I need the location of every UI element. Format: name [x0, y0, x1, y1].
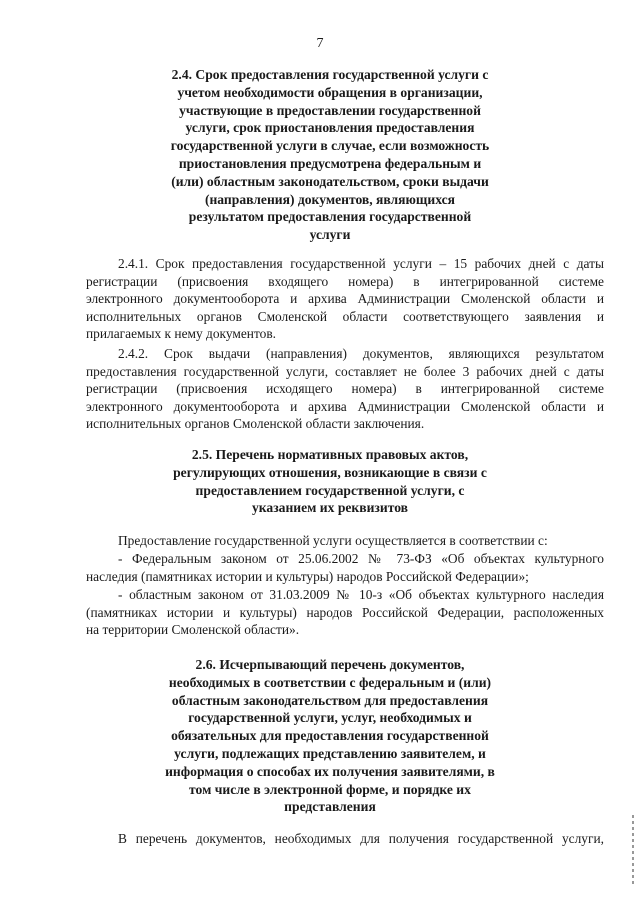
- text-line: - областным законом от 31.03.2009 № 10-з «Об объектах культурного наследия: [118, 587, 604, 602]
- text-line: 2.4.1. Срок предоставления государственной услуги – 15 рабочих дней с даты: [118, 256, 604, 271]
- section-2-4-heading: [140, 66, 520, 244]
- text-line: исполнительных органов Смоленской области заключения.: [86, 416, 425, 432]
- heading-line: участвующие в предоставлении государственной: [179, 102, 481, 118]
- heading-line: областным законодательством для предоставления: [171, 692, 489, 708]
- heading-line: том числе в электронной форме, и порядке их: [189, 781, 471, 797]
- heading-line: 2.5. Перечень нормативных правовых актов,: [191, 447, 469, 462]
- text-line: В перечень документов, необходимых для получения государственной услуги,: [118, 831, 604, 846]
- text-line: предоставления государственной услуги, составляет не более 3 рабочих дней с даты: [86, 363, 604, 379]
- heading-line: 2.6. Исчерпывающий перечень документов,: [195, 657, 465, 672]
- heading-line: приостановления предусмотрена федеральным и: [178, 155, 482, 171]
- text-line: - Федеральным законом от 25.06.2002 № 73-ФЗ «Об объектах культурного: [118, 551, 604, 566]
- text-line: прилагаемых к нему документов.: [86, 326, 276, 342]
- heading-line: государственной услуги, услуг, необходимых и: [188, 710, 472, 726]
- heading-line: регулирующих отношения, возникающие в связи с: [173, 464, 487, 480]
- heading-line: информация о способах их получения заявителями, в: [165, 763, 495, 779]
- heading-line: услуги, подлежащих представлению заявителем, и: [174, 745, 486, 761]
- page-number: 7: [316, 36, 324, 51]
- heading-line: необходимых в соответствии с федеральным и (или): [168, 674, 492, 690]
- heading-line: 2.4. Срок предоставления государственной услуги с: [171, 67, 489, 82]
- heading-line: предоставлением государственной услуги, с: [195, 482, 465, 498]
- paragraph-2-5-intro: [86, 532, 604, 550]
- heading-line: (направления) документов, являющихся: [204, 191, 456, 207]
- text-line: регистрации (присвоения исходящего номера) в интегрированной системе: [86, 381, 604, 397]
- paragraph-2-5-item-2: [86, 586, 604, 639]
- paragraph-2-6-1: [86, 830, 604, 848]
- section-2-6-heading: [140, 656, 520, 816]
- text-line: исполнительных органов Смоленской области соответствующего заявления и: [86, 308, 604, 324]
- text-line: наследия (памятниках истории и культуры) народов Российской Федерации»;: [86, 568, 529, 584]
- text-line: на территории Смоленской области».: [86, 622, 300, 638]
- heading-line: услуги: [309, 227, 351, 243]
- heading-line: (или) областным законодательством, сроки выдачи: [171, 173, 489, 189]
- paragraph-2-5-item-1: [86, 550, 604, 585]
- text-line: (памятниках истории и культуры) народов Российской Федерации, расположенных: [86, 604, 604, 620]
- paragraph-2-4-2: [86, 345, 604, 433]
- heading-line: государственной услуги в случае, если возможность: [170, 138, 490, 154]
- scan-edge-mark: [632, 815, 634, 885]
- text-line: регистрации (присвоения входящего номера) в интегрированной системе: [86, 273, 604, 289]
- section-2-5-heading: [140, 446, 520, 517]
- heading-line: учетом необходимости обращения в организации,: [177, 84, 483, 100]
- heading-line: представления: [284, 799, 376, 815]
- heading-line: указанием их реквизитов: [251, 500, 409, 516]
- heading-line: услуги, срок приостановления предоставления: [185, 120, 475, 136]
- heading-line: результатом предоставления государственной: [188, 209, 472, 225]
- heading-line: обязательных для предоставления государственной: [171, 728, 489, 744]
- paragraph-2-4-1: [86, 255, 604, 343]
- text-line: электронного документооборота и архива Администрации Смоленской области и: [86, 398, 604, 414]
- text-line: Предоставление государственной услуги осуществляется в соответствии с:: [118, 533, 548, 548]
- text-line: 2.4.2. Срок выдачи (направления) документов, являющихся результатом: [118, 346, 604, 361]
- text-line: электронного документооборота и архива Администрации Смоленской области и: [86, 291, 604, 307]
